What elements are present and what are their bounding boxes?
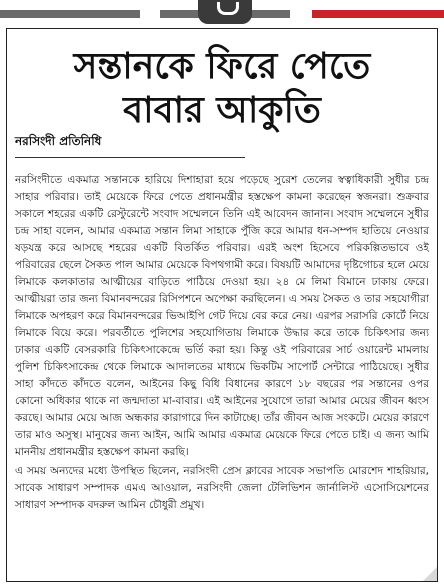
article-paragraph-2: এ সময় অন্যদের মধ্যে উপস্থিত ছিলেন, নরসিংদী প্রেস ক্লাবের সাবেক সভাপতি মোরশেদ শাহরিয়ার, সাবেক সাধারণ সম্পাদক এমএ আওয়াল, নরসিংদী জেলা টেলিভিশন জার্নালিস্ট এসোসিয়েশনের সাধারণ সম্পাদক বদরুল আমিন চৌধুরী প্রমুখ। bbox=[15, 465, 429, 511]
header-band-left bbox=[0, 10, 140, 18]
headline-line-2: বাবার আকুতি bbox=[123, 90, 321, 131]
article-body bbox=[15, 172, 429, 516]
article-byline: নরসিংদী প্রতিনিধি bbox=[15, 133, 245, 158]
header-band-right bbox=[312, 10, 444, 18]
page-corner-decoration bbox=[423, 567, 437, 581]
article-paragraph-1: নরসিংদীতে একমাত্র সন্তানকে হারিয়ে দিশাহারা হয়ে পড়েছে সুরেশ তেলের স্বত্বাধিকারী সুধীর চন্দ্র সাহার পরিবার। তাই মেয়েকে ফিরে পেতে প্রধানমন্ত্রীর হস্তক্ষেপ কামনা করেছেন স্বজনরা। শুক্রবার সকালে শহরের একটি রেস্টুরেন্টে সংবাদ সম্মেলনে তিনি এই আবেদন জানান। সংবাদ সম্মেলনে সুধীর চন্দ্র সাহা বলেন, আমার একমাত্র সন্তান লিমা সাহাকে পুঁজি করে আমার ধন-সম্পদ হাতিয়ে নেওয়ার ষড়যন্ত্র করে আসছে শহরের একটি বিতর্কিত পরিবার। এরই অংশ হিসেবে পরিকল্পিতভাবে ওই পরিবারের ছেলে সৈকত পাল আমার মেয়েকে বিপথগামী করে। বিষয়টি আমাদের দৃষ্টিগোচর হলে মেয়ে লিমাকে কলকাতার আত্মীয়ের বাড়িতে পাঠিয়ে দেওয়া হয়। ২৪ মে লিমা বিমানে ঢাকায় ফেরে। আত্মীয়রা তার জন্য বিমানবন্দরের রিসিপশনে অপেক্ষা করছিলেন। এ সময় সৈকত ও তার সহযোগীরা লিমাকে অপহরণ করে বিমানবন্দরের ভিআইপি গেট দিয়ে বের করে নেয়। এরপর সরাসরি কোর্টে নিয়ে লিমাকে বিয়ে করে। পরবর্তীতে পুলিশের সহযোগিতায় লিমাকে উদ্ধার করে তাকে চিকিৎসার জন্য ঢাকার একটি বেসরকারি চিকিৎসাকেন্দ্রে ভর্তি করা হয়। কিন্তু ওই পরিবারের সার্চ ওয়ারেন্ট মামলায় পুলিশ চিকিৎসাকেন্দ্র থেকে লিমাকে আদালতের মাধ্যমে ভিকটিম সাপোর্ট সেন্টারে পাঠিয়েছে। সুধীর সাহা কাঁদতে কাঁদতে বলেন, আইনের কিছু বিধি বিধানের কারণে ১৮ বছরের পর সন্তানের ওপর কোনো অধিকার থাকে না জন্মদাতা মা-বাবার। এই আইনের সুযোগে তারা আমার মেয়ের জীবন ধ্বংস করছে। আমার মেয়ে আজ অন্ধকার কারাগারে দিন কাটাচ্ছে। তাঁর জীবন আজ সংকটে। মেয়ের কারণে তার মাও অসুস্থ। মানুষের জন্য আইন, আমি আমার একমাত্র মেয়েকে ফিরে পেতে চাই। এ জন্য আমি মাননীয় প্রধানমন্ত্রীর হস্তক্ষেপ কামনা করছি। bbox=[15, 174, 429, 458]
header-band-mid-right bbox=[250, 10, 290, 18]
header-band-mid-left bbox=[160, 10, 200, 18]
headline-line-1: সন্তানকে ফিরে পেতে bbox=[73, 46, 371, 87]
section-header-bar bbox=[0, 0, 444, 26]
news-article-box bbox=[6, 28, 438, 582]
section-logo-icon bbox=[198, 0, 252, 24]
article-headline bbox=[7, 45, 437, 133]
